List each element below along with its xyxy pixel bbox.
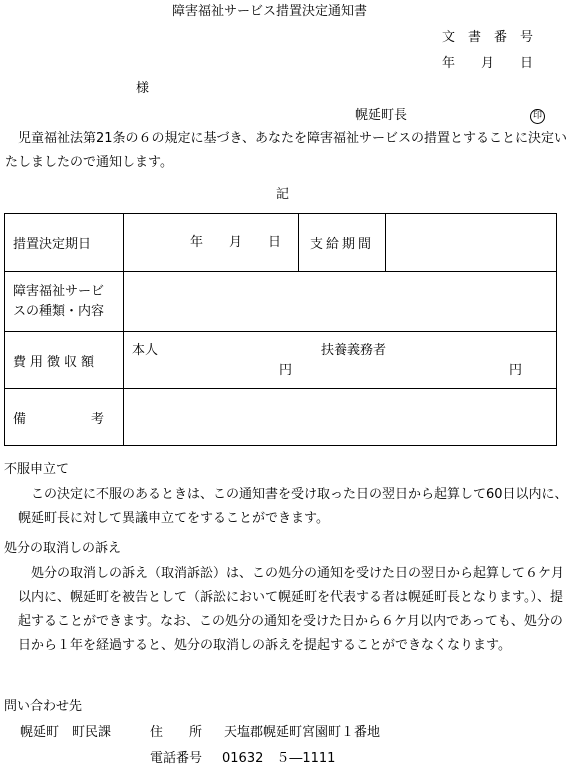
period-label (299, 214, 386, 272)
table-row (5, 214, 557, 272)
table-row (5, 332, 557, 389)
appeal-heading: 不服申立て (4, 462, 70, 477)
service-type-value (124, 272, 557, 332)
fee-guardian-yen: 円 (509, 363, 523, 378)
date-label: 年 月 日 (442, 56, 534, 71)
fee-value (124, 332, 557, 389)
doc-number-label: 文 書 番 号 (442, 30, 534, 45)
fee-self-label: 本人 (132, 343, 159, 358)
issuer-name: 幌延町長 (355, 108, 408, 123)
decision-date-label (5, 214, 124, 272)
remarks-value (124, 389, 557, 446)
fee-self-yen: 円 (279, 363, 293, 378)
contact-address: 天塩郡幌延町宮園町１番地 (224, 725, 381, 740)
seal-icon (530, 108, 545, 124)
table-row (5, 272, 557, 332)
service-type-label-line1: 障害福祉サービ (13, 283, 105, 299)
remarks-label (5, 389, 124, 446)
period-value (386, 214, 557, 272)
lawsuit-heading: 処分の取消しの訴え (4, 541, 122, 556)
fee-guardian-label: 扶養義務者 (321, 343, 387, 358)
lawsuit-body: 処分の取消しの訴え（取消訴訟）は、この処分の通知を受けた日の翌日から起算して６ケ月以内に、幌延町を被告として（訴訟において幌延町を代表する者は幌延町長となります。）、提起することができます。なお、この処分の通知を受けた日から６ケ月以内であっても、処分の日から１年を経過すると、処分の取消しの訴えを提起することができなくなります。 (18, 566, 565, 653)
intro-paragraph: 児童福祉法第21条の６の規定に基づき、あなたを障害福祉サービスの措置とすることに決定いたしましたので通知します。 (5, 131, 568, 170)
contact-heading: 問い合わせ先 (4, 699, 83, 714)
recipient-suffix: 様 (136, 81, 150, 96)
service-type-label (5, 272, 124, 332)
ki-label: 記 (276, 187, 290, 202)
decision-table (4, 213, 557, 446)
fee-label-text: 費用徴収額 (13, 354, 99, 370)
remarks-label-text: 備 考 (13, 411, 105, 427)
appeal-body: この決定に不服のあるときは、この通知書を受け取った日の翌日から起算して60日以内に、幌延町長に対して異議申立てをすることができます。 (18, 487, 568, 526)
contact-org: 幌延町 町民課 (20, 725, 112, 740)
contact-phone: 01632 ５―1111 (222, 751, 336, 766)
fee-label (5, 332, 124, 389)
decision-date-label-text: 措置決定期日 (13, 237, 92, 252)
decision-date-value (124, 214, 299, 272)
decision-date-text: 年 月 日 (190, 235, 282, 250)
table-row (5, 389, 557, 446)
contact-phone-label: 電話番号 (150, 751, 203, 766)
seal-char: 印 (530, 109, 545, 124)
service-type-label-line2: スの種類・内容 (13, 303, 105, 319)
contact-address-label: 住 所 (150, 725, 203, 740)
period-label-text: 支給期間 (309, 237, 374, 252)
document-title: 障害福祉サービス措置決定通知書 (172, 4, 368, 19)
